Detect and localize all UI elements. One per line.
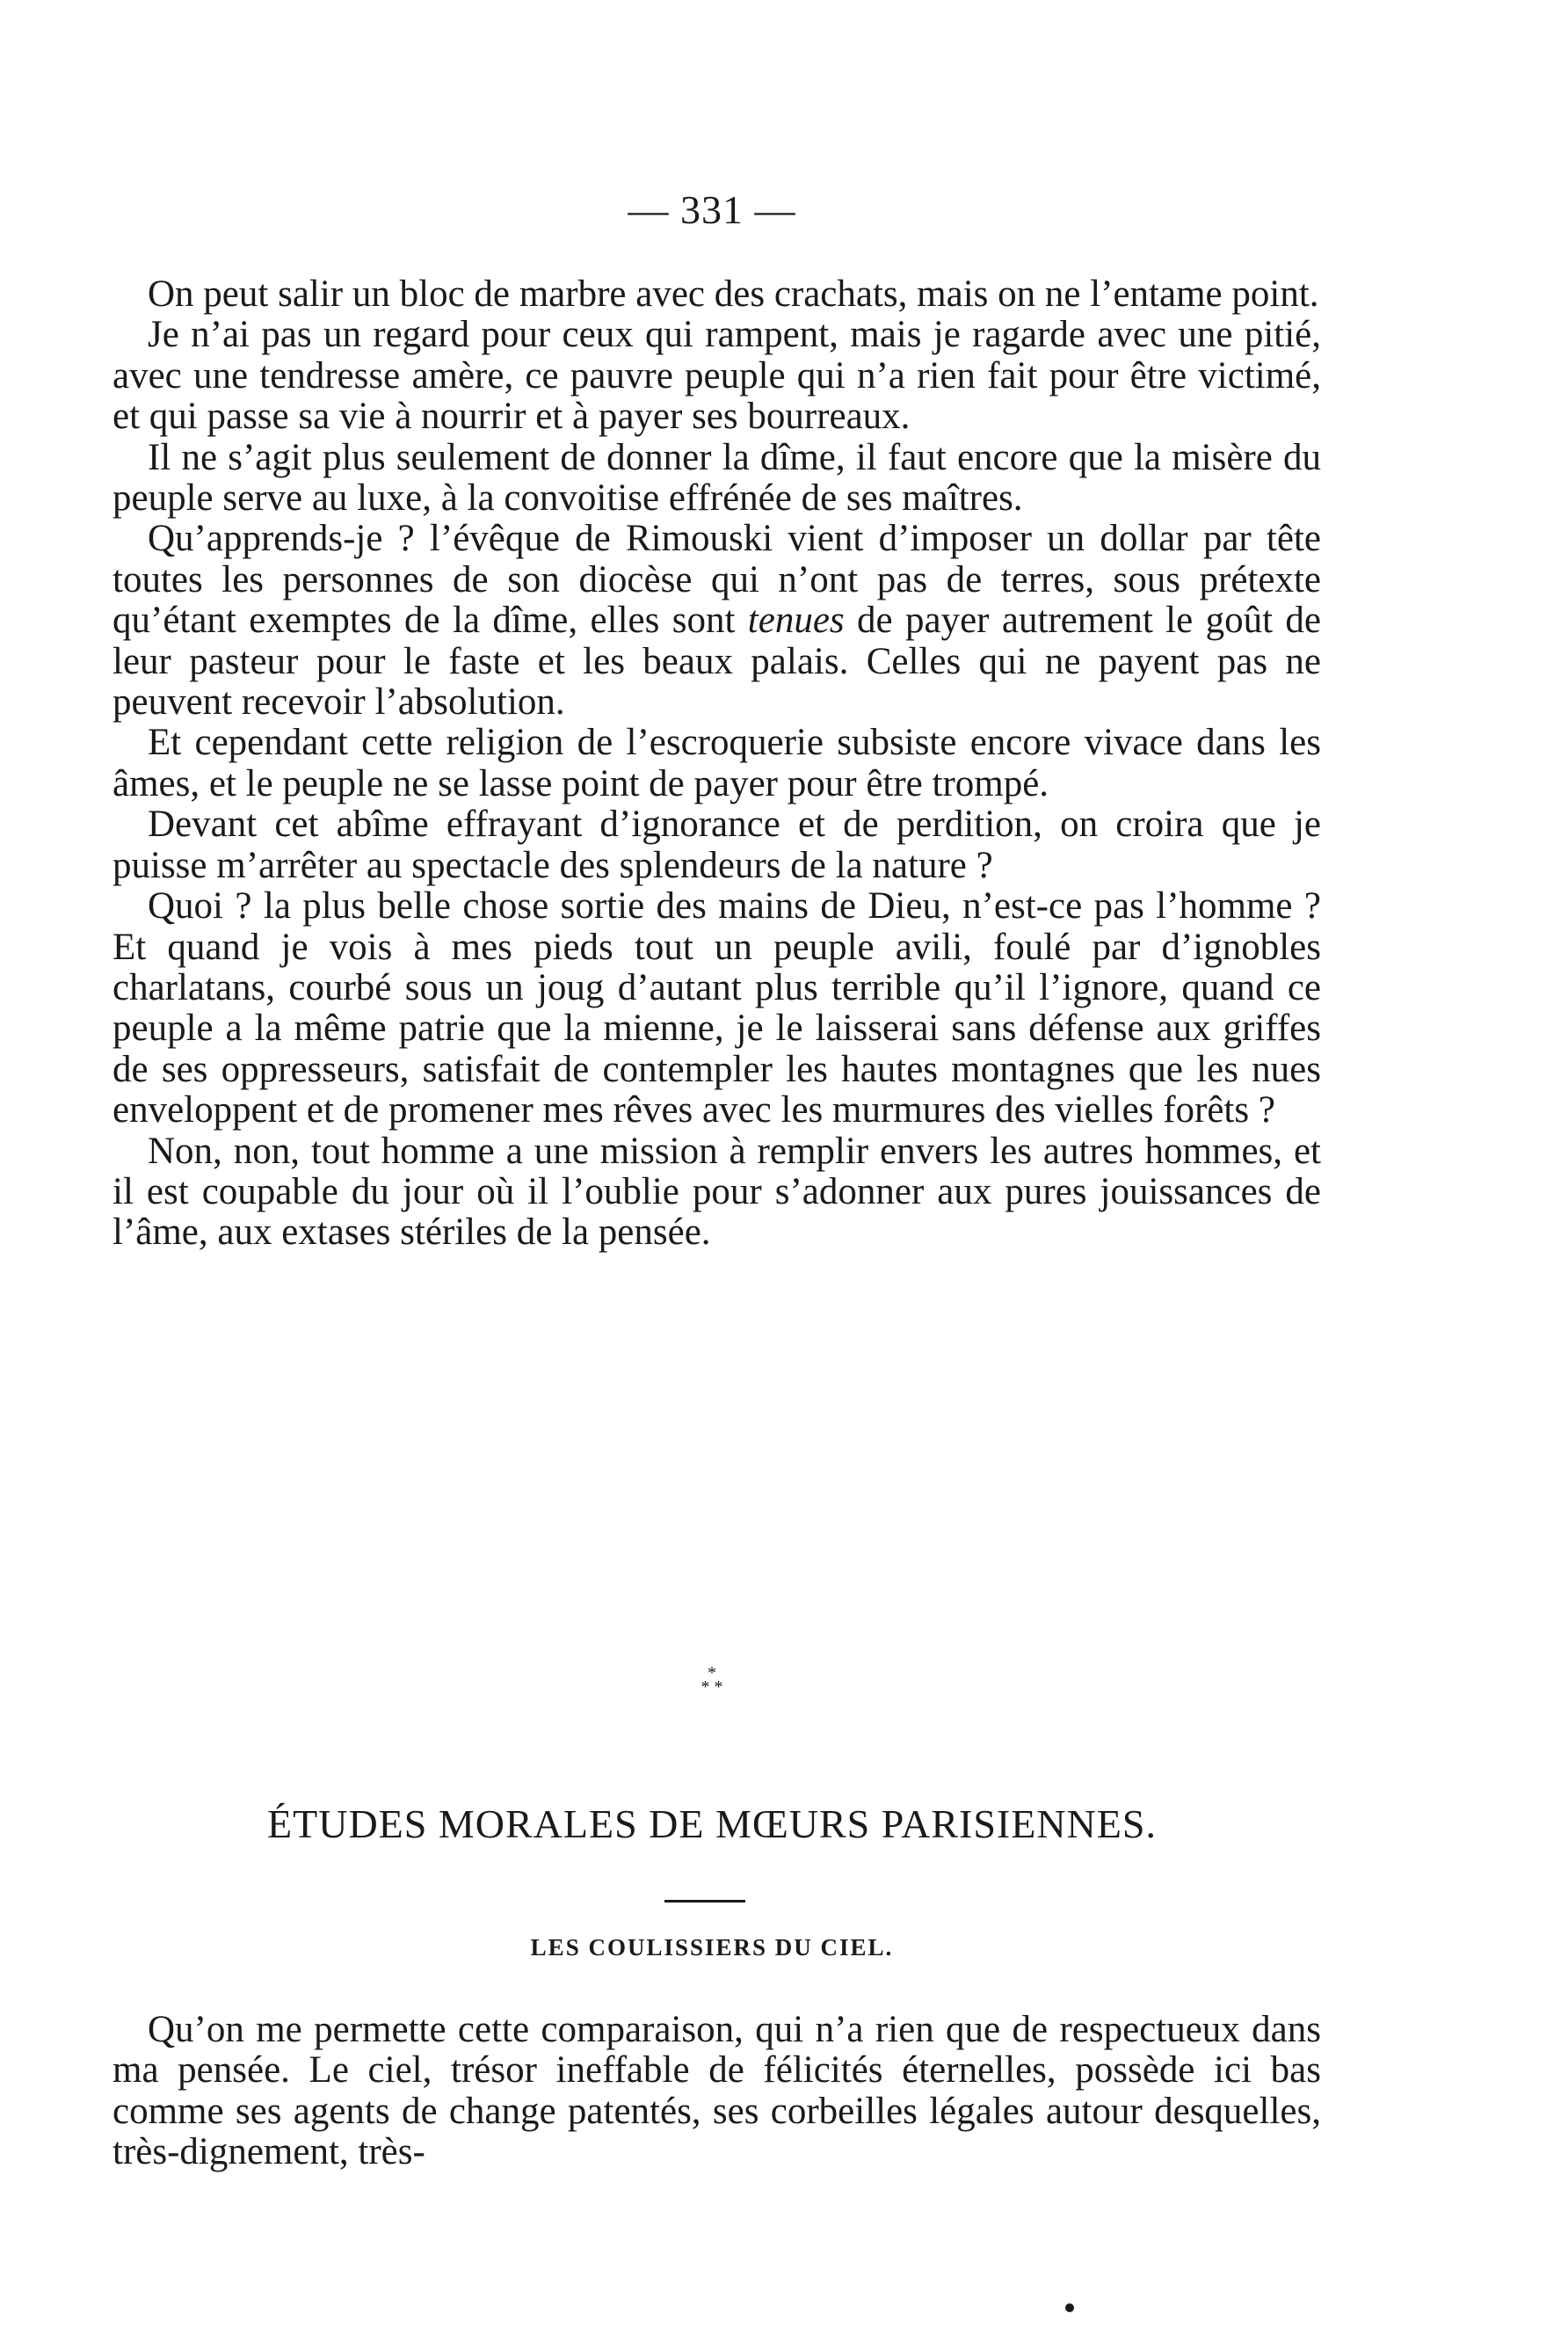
section-subtitle: LES COULISSIERS DU CIEL. <box>530 1934 894 1961</box>
paragraph: On peut salir un bloc de marbre avec des crachats, mais on ne l’entame point. <box>148 273 1319 315</box>
main-text <box>113 274 1321 1254</box>
ink-speck <box>1065 2303 1074 2312</box>
paragraph-text: de payer autrement le goût de leur pasteur pour le faste et les beaux palais. Celles qui ne payent pas ne peuvent recevoir l’absolution. <box>113 600 1321 724</box>
paragraph-text: Qu’apprends-je ? l’évêque de Rimouski vient d’imposer un dollar par tête toutes les personnes de son diocèse qui n’ont pas de terres, sous prétexte qu’étant exemptes de la dîme, elles sont <box>113 518 1321 642</box>
section-title: ÉTUDES MORALES DE MŒURS PARISIENNES. <box>267 1801 1157 1846</box>
paragraph: Devant cet abîme effrayant d’ignorance et de perdition, on croira que je puisse m’arrêter au spectacle des splendeurs de la nature ? <box>113 804 1321 886</box>
paragraph: Quoi ? la plus belle chose sortie des mains de Dieu, n’est-ce pas l’homme ? Et quand je vois à mes pieds tout un peuple avili, foulé par d’ignobles charlatans, courbé sous un joug d’autant plus terrible qu’il l’ignore, quand ce peuple a la même patrie que la mienne, je le laisserai sans défense aux griffes de ses oppresseurs, satisfait de contempler les hautes montagnes que les nues enveloppent et de promener mes rêves avec les murmures des vielles forêts ? <box>113 885 1321 1131</box>
paragraph: Il ne s’agit plus seulement de donner la dîme, il faut encore que la misère du peuple serve au luxe, à la convoitise effrénée de ses maîtres. <box>113 436 1321 520</box>
asterism-separator <box>668 1663 756 1697</box>
asterism-top: * <box>708 1663 716 1683</box>
italic-word: tenues <box>747 600 845 642</box>
paragraph: Qu’on me permette cette comparaison, qui n’a rien que de respectueux dans ma pensée. Le ciel, trésor ineffable de félicités éternelles, possède ici bas comme ses agents de change patentés, ses corbeilles légales autour desquelles, très-dignement, très- <box>113 2009 1321 2173</box>
paragraph: Et cependant cette religion de l’escroquerie subsiste encore vivace dans les âmes, et le peuple ne se lasse point de payer pour être trompé. <box>113 722 1321 804</box>
paragraph: Je n’ai pas un regard pour ceux qui rampent, mais je ragarde avec une pitié, avec une tendresse amère, ce pauvre peuple qui n’a rien fait pour être victimé, et qui passe sa vie à nourrir et à payer ses bourreaux. <box>113 314 1321 438</box>
asterism-bottom: * * <box>701 1677 723 1697</box>
section-text <box>113 2010 1321 2173</box>
page-number: — 331 — <box>628 187 796 232</box>
paragraph: Non, non, tout homme a une mission à remplir envers les autres hommes, et il est coupable du jour où il l’oublie pour s’adonner aux pures jouissances de l’âme, aux extases stériles de la pensée. <box>113 1130 1321 1254</box>
title-rule <box>664 1900 745 1903</box>
paragraph <box>113 519 1321 723</box>
